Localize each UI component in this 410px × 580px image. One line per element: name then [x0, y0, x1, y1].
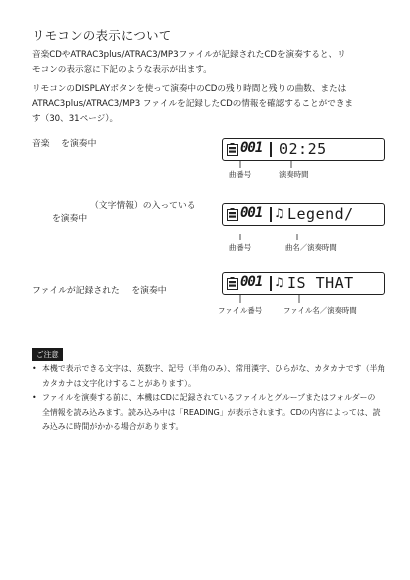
intro-line: リモコンのDISPLAYボタンを使って演奏中のCDの残り時間と残りの曲数、または — [32, 84, 347, 94]
example-label — [52, 200, 196, 226]
page-title: リモコンの表示について — [32, 28, 172, 43]
music-note-icon: ♫ — [274, 206, 285, 220]
caption-filename-time: ファイル名／演奏時間 — [283, 306, 357, 315]
caption-title-time: 曲名／演奏時間 — [285, 243, 337, 252]
caption-play-time: 演奏時間 — [279, 170, 309, 179]
note-line: ファイルを演奏する前に、本機はCDに記録されているファイルとグループまたはフォルダーの — [42, 393, 376, 402]
battery-icon — [227, 208, 238, 221]
display-text: 02:25 — [279, 140, 327, 158]
lcd-display — [222, 203, 385, 226]
caution-heading: ご注意 — [32, 348, 63, 361]
note-item — [32, 391, 387, 435]
intro-line: ATRAC3plus/ATRAC3/MP3 ファイルを記録したCDの情報を確認することができま — [32, 99, 354, 109]
note-line: み込みに時間がかかる場合があります。 — [42, 422, 184, 431]
bullet: • — [32, 393, 37, 402]
track-number: 001 — [240, 274, 263, 290]
intro-line: モコンの表示窓に下記のような表示が出ます。 — [32, 65, 212, 75]
separator — [270, 207, 272, 222]
battery-icon — [227, 277, 238, 290]
caption-track-number: 曲番号 — [229, 170, 252, 179]
note-item — [32, 362, 387, 391]
example-label-line: ファイルが記録された を演奏中 — [32, 286, 167, 296]
note-line: 本機で表示できる文字は、英数字、記号（半角のみ）、常用漢字、ひらがな、カタカナです（半角 — [42, 364, 386, 373]
example-label-line: を演奏中 — [52, 214, 88, 224]
note-line: 全情報を読み込みます。読み込み中は「READING」が表示されます。CDの内容によっては、読 — [42, 407, 381, 417]
display-text: IS THAT — [287, 274, 354, 292]
lcd-display — [222, 272, 385, 295]
display-text: Legend/ — [287, 205, 354, 223]
bullet: • — [32, 364, 37, 373]
track-number: 001 — [240, 140, 263, 156]
example-label-line: （文字情報）の入っている — [90, 201, 196, 211]
caption-track-number: 曲番号 — [229, 243, 252, 252]
intro-line: す（30、31ページ）。 — [32, 114, 119, 124]
example-label — [32, 285, 167, 298]
separator — [270, 276, 272, 291]
example-label-line: 音楽 を演奏中 — [32, 139, 97, 149]
caution-notes — [32, 362, 387, 435]
caption-file-number: ファイル番号 — [218, 306, 263, 315]
track-number: 001 — [240, 205, 263, 221]
note-line: カタカナは文字化けすることがあります）。 — [42, 378, 196, 388]
intro-line: 音楽CDやATRAC3plus/ATRAC3/MP3ファイルが記録されたCDを演奏すると、リ — [32, 50, 346, 60]
music-note-icon: ♫ — [274, 275, 285, 289]
